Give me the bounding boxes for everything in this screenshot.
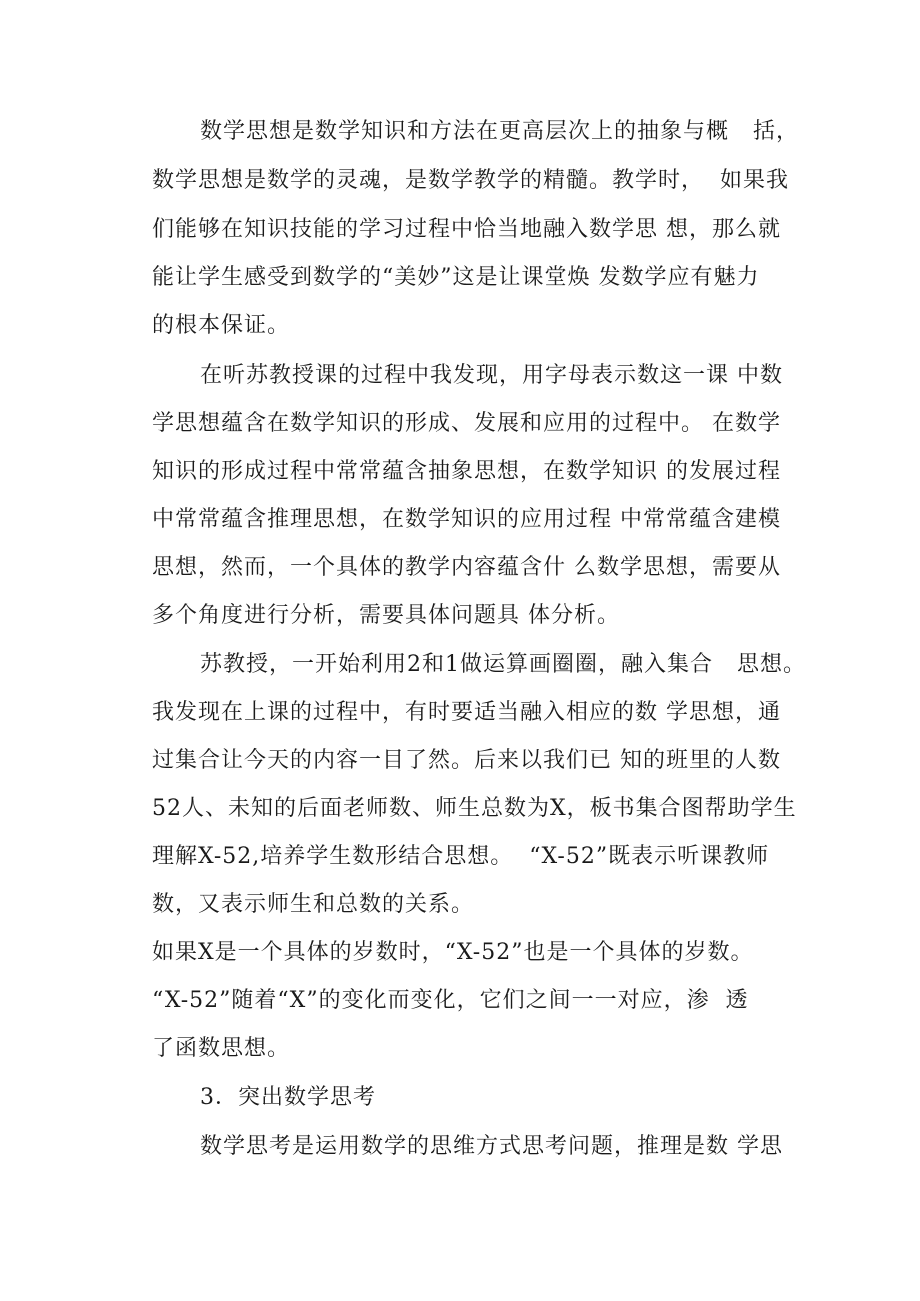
paragraph-set-thinking-line-3: 过集合让今天的内容一目了然。后来以我们已 知的班里的人数 [152, 748, 781, 773]
section-heading-3: 3．突出数学思考 [200, 1085, 376, 1110]
paragraph-professor-su-observation-line-5: 思想，然而，一个具体的教学内容蕴含什 么数学思想，需要从 [152, 555, 781, 580]
paragraph-professor-su-observation-line-3: 知识的形成过程中常常蕴含抽象思想，在数学知识 的发展过程 [152, 459, 781, 484]
paragraph-math-reasoning-line-1: 数学思考是运用数学的思维方式思考问题，推理是数 学思 [200, 1134, 783, 1159]
paragraph-math-thought-soul-line-5: 的根本保证。 [152, 313, 291, 338]
paragraph-set-thinking-line-4: 52人、未知的后面老师数、师生总数为X，板书集合图帮助学生 [152, 796, 797, 821]
paragraph-professor-su-observation-line-6: 多个角度进行分析，需要具体问题具 体分析。 [152, 603, 620, 628]
paragraph-function-thinking-line-3: 了函数思想。 [152, 1036, 291, 1061]
paragraph-function-thinking-line-1: 如果X是一个具体的岁数时，“X-52”也是一个具体的岁数。 [152, 940, 754, 965]
paragraph-function-thinking-line-2: “X-52”随着“X”的变化而变化，它们之间一一对应，渗 透 [152, 988, 749, 1013]
paragraph-math-thought-soul-line-3: 们能够在知识技能的学习过程中恰当地融入数学思 想，那么就 [152, 217, 781, 242]
paragraph-math-thought-soul-line-4: 能让学生感受到数学的“美妙”这是让课堂焕 发数学应有魅力 [152, 265, 760, 290]
paragraph-professor-su-observation-line-1: 在听苏教授课的过程中我发现，用字母表示数这一课 中数 [200, 363, 783, 388]
paragraph-set-thinking-line-2: 我发现在上课的过程中，有时要适当融入相应的数 学思想，通 [152, 700, 781, 725]
paragraph-professor-su-observation-line-4: 中常常蕴含推理思想，在数学知识的应用过程 中常常蕴含建模 [152, 507, 781, 532]
paragraph-set-thinking-line-5: 理解X-52,培养学生数形结合思想。 “X-52”既表示听课教师 [152, 844, 770, 869]
paragraph-set-thinking-line-1: 苏教授，一开始利用2和1做运算画圈圈，融入集合 思想。 [200, 652, 806, 677]
paragraph-math-thought-soul-line-1: 数学思想是数学知识和方法在更高层次上的抽象与概 括， [200, 119, 799, 144]
paragraph-professor-su-observation-line-2: 学思想蕴含在数学知识的形成、发展和应用的过程中。 在数学 [152, 411, 781, 436]
paragraph-set-thinking-line-6: 数，又表示师生和总数的关系。 [152, 892, 475, 917]
paragraph-math-thought-soul-line-2: 数学思想是数学的灵魂，是数学教学的精髓。教学时， 如果我 [152, 168, 789, 193]
